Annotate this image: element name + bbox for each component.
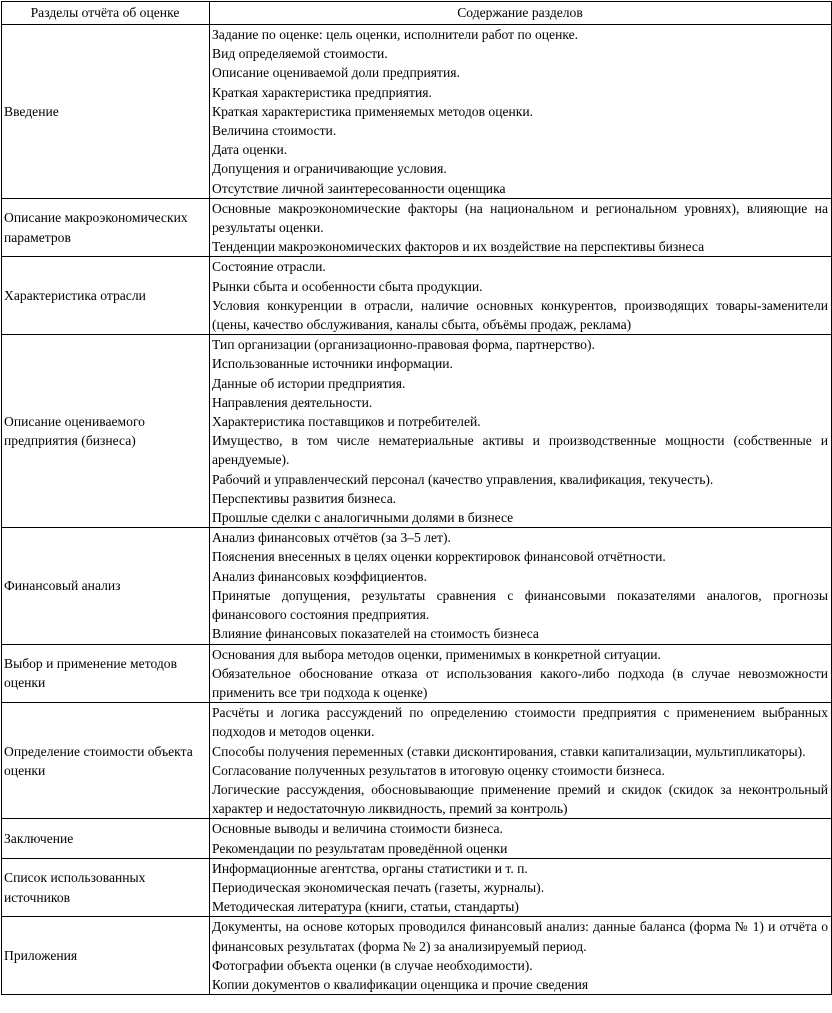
content-line: Принятые допущения, результаты сравнения с финансовыми показателями аналогов, прогнозы финансового состояния предприятия. [212, 587, 828, 623]
section-name: Определение стоимости объекта оценки [2, 703, 210, 819]
table-body [2, 25, 832, 995]
content-line: Основания для выбора методов оценки, применимых в конкретной ситуации. [212, 646, 661, 662]
content-line: Логические рассуждения, обосновывающие применение премий и скидок (скидок за неконтрольный характер и недостаточную ликвидность, премий за контроль) [212, 781, 828, 817]
content-line: Методическая литература (книги, статьи, стандарты) [212, 899, 519, 915]
content-line: Прошлые сделки с аналогичными долями в бизнесе [212, 510, 514, 526]
content-line: Влияние финансовых показателей на стоимость бизнеса [212, 626, 539, 642]
content-line: Данные об истории предприятия. [212, 375, 406, 391]
section-content [210, 25, 832, 199]
content-line: Расчёты и логика рассуждений по определению стоимости предприятия с применением выбранных подходов и методов оценки. [212, 705, 828, 740]
content-line: Величина стоимости. [212, 123, 337, 139]
content-line: Пояснения внесенных в целях оценки корректировок финансовой отчётности. [212, 549, 666, 565]
report-sections-table [1, 1, 832, 995]
section-content [210, 335, 832, 528]
content-line: Документы, на основе которых проводился финансовый анализ: данные баланса (форма № 1) и отчёта о финансовых результатах (форма № 2) за анализируемый период. [212, 919, 828, 954]
section-name: Характеристика отрасли [2, 257, 210, 335]
content-line: Задание по оценке: цель оценки, исполнители работ по оценке. [212, 27, 579, 42]
section-name: Заключение [2, 819, 210, 858]
table-header-row [2, 2, 832, 25]
content-line: Анализ финансовых отчётов (за 3–5 лет). [212, 530, 451, 546]
section-content [210, 703, 832, 819]
content-line: Основные выводы и величина стоимости бизнеса. [212, 821, 503, 837]
content-line: Имущество, в том числе нематериальные активы и производственные мощности (собственные и арендуемые). [212, 433, 828, 468]
content-line: Описание оцениваемой доли предприятия. [212, 65, 460, 81]
section-name: Описание макроэкономических параметров [2, 198, 210, 257]
table-row [2, 25, 832, 199]
section-content [210, 644, 832, 703]
content-line: Тип организации (организационно-правовая форма, партнерство). [212, 337, 595, 353]
content-line: Обязательное обоснование отказа от использования какого-либо подхода (в случае невозможности применить все три подхода к оценке) [212, 665, 828, 700]
content-line: Характеристика поставщиков и потребителей. [212, 414, 481, 430]
section-content [210, 917, 832, 995]
table-row [2, 858, 832, 917]
content-line: Условия конкуренции в отрасли, наличие основных конкурентов, производящих товары-заменители (цены, качество обслуживания, каналы сбыта, объёмы продаж, реклама) [212, 297, 828, 333]
section-name: Введение [2, 25, 210, 199]
section-name: Описание оцениваемого предприятия (бизнеса) [2, 335, 210, 528]
table-row [2, 703, 832, 819]
header-sections: Разделы отчёта об оценке [2, 2, 210, 25]
content-line: Краткая характеристика предприятия. [212, 84, 432, 100]
table-row [2, 335, 832, 528]
section-content [210, 198, 832, 257]
content-line: Информационные агентства, органы статистики и т. п. [212, 860, 528, 876]
content-line: Направления деятельности. [212, 394, 373, 410]
content-line: Допущения и ограничивающие условия. [212, 161, 447, 177]
table-row [2, 198, 832, 257]
content-line: Рынки сбыта и особенности сбыта продукции. [212, 278, 483, 294]
content-line: Рабочий и управленческий персонал (качество управления, квалификация, текучесть). [212, 471, 714, 487]
content-line: Анализ финансовых коэффициентов. [212, 568, 427, 584]
content-line: Способы получения переменных (ставки дисконтирования, ставки капитализации, мультипликаторы). [212, 743, 806, 759]
section-name: Финансовый анализ [2, 528, 210, 644]
section-content [210, 528, 832, 644]
content-line: Перспективы развития бизнеса. [212, 490, 397, 506]
section-name: Приложения [2, 917, 210, 995]
section-content [210, 257, 832, 335]
content-line: Вид определяемой стоимости. [212, 46, 388, 62]
table-row [2, 528, 832, 644]
content-line: Дата оценки. [212, 142, 288, 158]
content-line: Состояние отрасли. [212, 259, 326, 275]
section-name: Список использованных источников [2, 858, 210, 917]
content-line: Краткая характеристика применяемых методов оценки. [212, 103, 534, 119]
table-row [2, 257, 832, 335]
content-line: Отсутствие личной заинтересованности оценщика [212, 180, 506, 196]
content-line: Рекомендации по результатам проведённой оценки [212, 840, 508, 856]
content-line: Периодическая экономическая печать (газеты, журналы). [212, 879, 545, 895]
content-line: Копии документов о квалификации оценщика и прочие сведения [212, 976, 589, 992]
table-row [2, 917, 832, 995]
table-row [2, 819, 832, 858]
content-line: Согласование полученных результатов в итоговую оценку стоимости бизнеса. [212, 762, 665, 778]
section-name: Выбор и применение методов оценки [2, 644, 210, 703]
section-content [210, 819, 832, 858]
content-line: Тенденции макроэкономических факторов и их воздействие на перспективы бизнеса [212, 239, 705, 255]
content-line: Использованные источники информации. [212, 356, 453, 372]
content-line: Фотографии объекта оценки (в случае необходимости). [212, 957, 533, 973]
table-row [2, 644, 832, 703]
content-line: Основные макроэкономические факторы (на национальном и региональном уровнях), влияющие на результаты оценки. [212, 200, 828, 236]
section-content [210, 858, 832, 917]
header-content: Содержание разделов [210, 2, 832, 25]
